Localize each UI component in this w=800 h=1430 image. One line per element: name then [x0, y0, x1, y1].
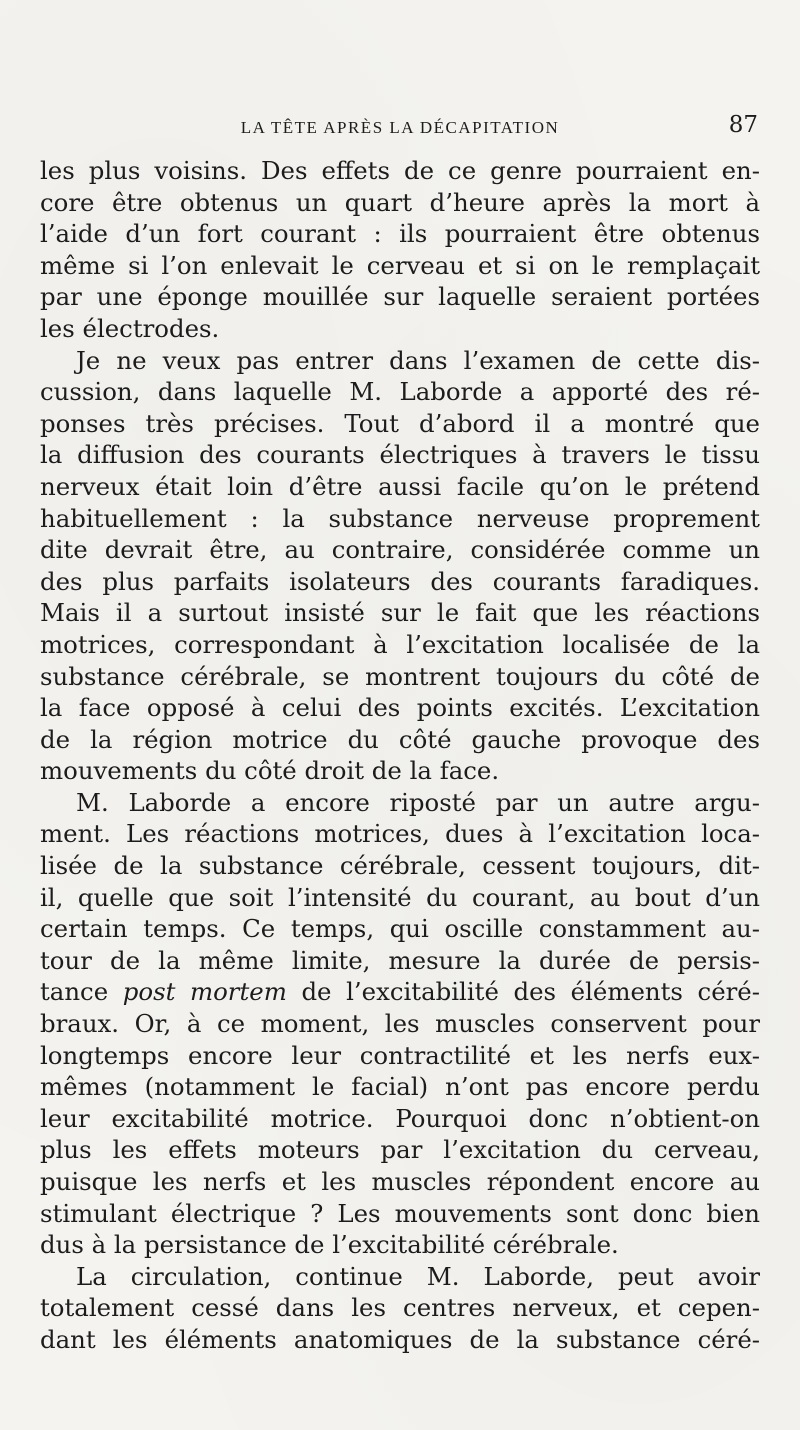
- page-header: [40, 112, 760, 148]
- text-line: braux. Or, à ce moment, les muscles conservent pour: [40, 1009, 760, 1039]
- text-line: plus les effets moteurs par l’excitation du cerveau,: [40, 1135, 760, 1165]
- text-line: les plus voisins. Des effets de ce genre pourraient en-: [40, 156, 760, 185]
- text-line: ment. Les réactions motrices, dues à l’excitation loca-: [40, 819, 760, 849]
- text-line: mouvements du côté droit de la face.: [40, 756, 500, 786]
- text-line: substance cérébrale, se montrent toujours du côté de: [40, 661, 760, 691]
- text-line: dant les éléments anatomiques de la substance céré-: [40, 1324, 760, 1354]
- text-line: La circulation, continue M. Laborde, peut avoir: [76, 1261, 760, 1291]
- page-number: 87: [728, 112, 758, 138]
- text-line: stimulant électrique ? Les mouvements sont donc bien: [40, 1198, 760, 1228]
- text-line: de la région motrice du côté gauche provoque des: [40, 724, 760, 754]
- text-line: la diffusion des courants électriques à travers le tissu: [40, 440, 760, 470]
- text-line: puisque les nerfs et les muscles répondent encore au: [40, 1167, 760, 1196]
- body-text: [40, 155, 760, 1356]
- text-line: longtemps encore leur contractilité et les nerfs eux-: [40, 1040, 760, 1070]
- text-line: Mais il a surtout insisté sur le fait que les réactions: [40, 598, 760, 628]
- text-line: nerveux était loin d’être aussi facile qu’on le prétend: [40, 471, 760, 501]
- text-line: tour de la même limite, mesure la durée de persis-: [40, 945, 760, 975]
- text-line: dite devrait être, au contraire, considérée comme un: [40, 535, 760, 565]
- text-line: totalement cessé dans les centres nerveux, et cepen-: [40, 1293, 760, 1323]
- text-line: cussion, dans laquelle M. Laborde a apporté des ré-: [40, 377, 760, 407]
- running-title: LA TÊTE APRÈS LA DÉCAPITATION: [240, 118, 560, 137]
- text-line: lisée de la substance cérébrale, cessent toujours, dit-: [40, 851, 760, 881]
- text-line: Je ne veux pas entrer dans l’examen de cette dis-: [76, 345, 760, 375]
- italic-phrase: post mortem: [122, 977, 287, 1007]
- text-line: M. Laborde a encore riposté par un autre argu-: [76, 787, 760, 817]
- text-line: mêmes (notamment le facial) n’ont pas encore perdu: [40, 1072, 760, 1102]
- text-line: habituellement : la substance nerveuse proprement: [40, 503, 760, 533]
- text-line: tance post mortem de l’excitabilité des éléments céré-: [40, 977, 760, 1007]
- text-line: des plus parfaits isolateurs des courants faradiques.: [40, 566, 760, 596]
- text-line: les électrodes.: [40, 313, 220, 343]
- text-line: certain temps. Ce temps, qui oscille constamment au-: [40, 914, 760, 944]
- text-line: même si l’on enlevait le cerveau et si on le remplaçait: [40, 250, 760, 280]
- text-line: motrices, correspondant à l’excitation localisée de la: [40, 629, 760, 659]
- text-line: dus à la persistance de l’excitabilité cérébrale.: [40, 1230, 619, 1260]
- text-line: l’aide d’un fort courant : ils pourraient être obtenus: [40, 219, 760, 249]
- text-line: la face opposé à celui des points excités. L’excitation: [40, 693, 760, 723]
- text-line: par une éponge mouillée sur laquelle seraient portées: [40, 282, 760, 312]
- text-line: core être obtenus un quart d’heure après la mort à: [40, 187, 760, 217]
- text-line: ponses très précises. Tout d’abord il a montré que: [40, 408, 760, 438]
- text-line: leur excitabilité motrice. Pourquoi donc n’obtient-on: [40, 1103, 760, 1133]
- text-line: il, quelle que soit l’intensité du courant, au bout d’un: [40, 882, 760, 912]
